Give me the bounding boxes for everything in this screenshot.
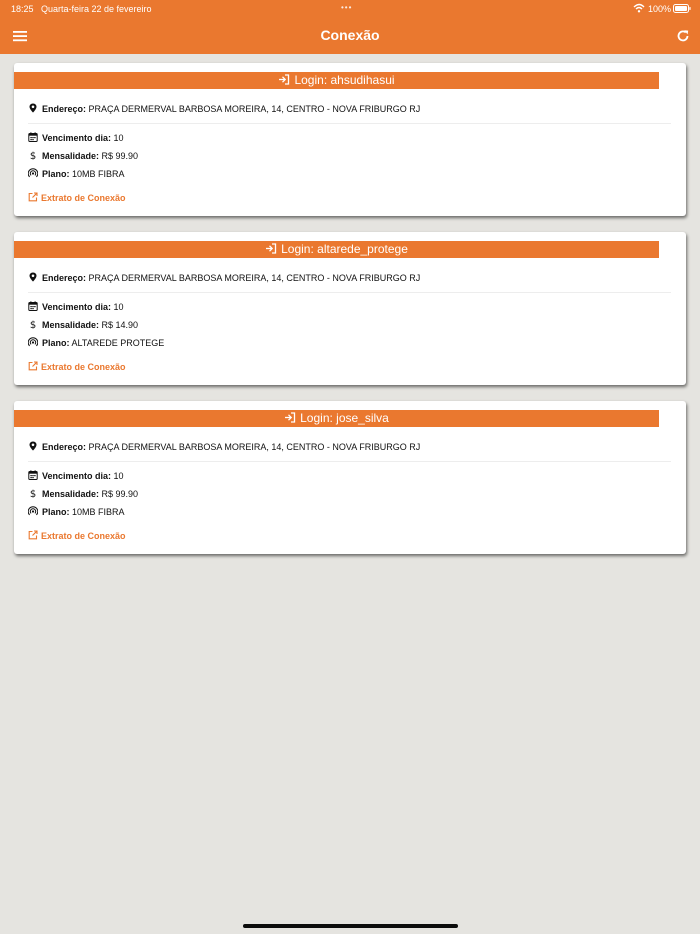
svg-text:$: $ bbox=[29, 488, 37, 498]
login-arrow-icon bbox=[278, 74, 290, 85]
status-time: 18:25 bbox=[11, 4, 34, 14]
address-value: PRAÇA DERMERVAL BARBOSA MOREIRA, 14, CENTRO - NOVA FRIBURGO RJ bbox=[88, 273, 421, 283]
plan-label: Plano: bbox=[42, 169, 70, 179]
signal-icon bbox=[28, 337, 38, 347]
login-header bbox=[14, 410, 659, 427]
statement-link-label[interactable]: Extrato de Conexão bbox=[41, 193, 126, 203]
connection-card bbox=[14, 401, 686, 554]
statement-link-label[interactable]: Extrato de Conexão bbox=[41, 531, 126, 541]
address-label: Endereço: bbox=[42, 442, 87, 452]
wifi-icon bbox=[633, 3, 645, 13]
due-value: 10 bbox=[113, 471, 124, 481]
due-label: Vencimento dia: bbox=[42, 471, 112, 481]
monthly-value: R$ 99.90 bbox=[101, 151, 139, 161]
external-link-icon bbox=[28, 530, 38, 540]
monthly-label: Mensalidade: bbox=[42, 151, 100, 161]
status-date: Quarta-feira 22 de fevereiro bbox=[41, 4, 152, 14]
dollar-icon bbox=[28, 488, 38, 498]
status-bar bbox=[0, 0, 700, 18]
plan-label: Plano: bbox=[42, 507, 70, 517]
connection-statement-link[interactable] bbox=[28, 192, 126, 203]
map-pin-icon bbox=[28, 272, 38, 282]
card-divider bbox=[28, 123, 671, 124]
address-label: Endereço: bbox=[42, 104, 87, 114]
battery-percentage: 100% bbox=[648, 4, 672, 14]
connection-card bbox=[14, 63, 686, 216]
monthly-label: Mensalidade: bbox=[42, 320, 100, 330]
monthly-fee-row bbox=[28, 488, 138, 500]
due-label: Vencimento dia: bbox=[42, 133, 112, 143]
map-pin-icon bbox=[28, 441, 38, 451]
map-pin-icon bbox=[28, 103, 38, 113]
plan-row bbox=[28, 506, 125, 518]
login-label: Login: altarede_protege bbox=[281, 242, 408, 256]
due-date-row bbox=[28, 301, 124, 313]
connection-statement-link[interactable] bbox=[28, 361, 126, 372]
page-title: Conexão bbox=[320, 27, 380, 43]
monthly-label: Mensalidade: bbox=[42, 489, 100, 499]
address-row bbox=[28, 441, 420, 453]
battery-icon bbox=[673, 4, 691, 13]
signal-icon bbox=[28, 506, 38, 516]
monthly-fee-row bbox=[28, 319, 138, 331]
login-arrow-icon bbox=[265, 243, 277, 254]
dollar-icon bbox=[28, 150, 38, 160]
multitasking-dots-icon[interactable]: ••• bbox=[341, 3, 353, 12]
login-label: Login: jose_silva bbox=[300, 411, 389, 425]
due-label: Vencimento dia: bbox=[42, 302, 112, 312]
login-header bbox=[14, 241, 659, 258]
svg-text:$: $ bbox=[29, 319, 37, 329]
statement-link-label[interactable]: Extrato de Conexão bbox=[41, 362, 126, 372]
due-date-row bbox=[28, 470, 124, 482]
plan-row bbox=[28, 168, 125, 180]
plan-value: ALTAREDE PROTEGE bbox=[71, 338, 165, 348]
plan-value: 10MB FIBRA bbox=[72, 507, 125, 517]
calendar-icon bbox=[28, 301, 38, 311]
address-row bbox=[28, 272, 420, 284]
connection-statement-link[interactable] bbox=[28, 530, 126, 541]
svg-text:$: $ bbox=[29, 150, 37, 160]
signal-icon bbox=[28, 168, 38, 178]
app-header bbox=[0, 0, 700, 54]
monthly-fee-row bbox=[28, 150, 138, 162]
due-date-row bbox=[28, 132, 124, 144]
login-arrow-icon bbox=[284, 412, 296, 423]
home-indicator[interactable] bbox=[243, 924, 458, 928]
address-row bbox=[28, 103, 420, 115]
plan-value: 10MB FIBRA bbox=[72, 169, 125, 179]
monthly-value: R$ 14.90 bbox=[101, 320, 139, 330]
dollar-icon bbox=[28, 319, 38, 329]
login-label: Login: ahsudihasui bbox=[294, 73, 395, 87]
calendar-icon bbox=[28, 470, 38, 480]
card-divider bbox=[28, 461, 671, 462]
external-link-icon bbox=[28, 192, 38, 202]
plan-row bbox=[28, 337, 164, 349]
monthly-value: R$ 99.90 bbox=[101, 489, 139, 499]
address-value: PRAÇA DERMERVAL BARBOSA MOREIRA, 14, CENTRO - NOVA FRIBURGO RJ bbox=[88, 104, 421, 114]
login-header bbox=[14, 72, 659, 89]
address-value: PRAÇA DERMERVAL BARBOSA MOREIRA, 14, CENTRO - NOVA FRIBURGO RJ bbox=[88, 442, 421, 452]
due-value: 10 bbox=[113, 302, 124, 312]
external-link-icon bbox=[28, 361, 38, 371]
due-value: 10 bbox=[113, 133, 124, 143]
address-label: Endereço: bbox=[42, 273, 87, 283]
card-divider bbox=[28, 292, 671, 293]
plan-label: Plano: bbox=[42, 338, 70, 348]
calendar-icon bbox=[28, 132, 38, 142]
connection-card bbox=[14, 232, 686, 385]
refresh-icon[interactable] bbox=[676, 29, 690, 43]
